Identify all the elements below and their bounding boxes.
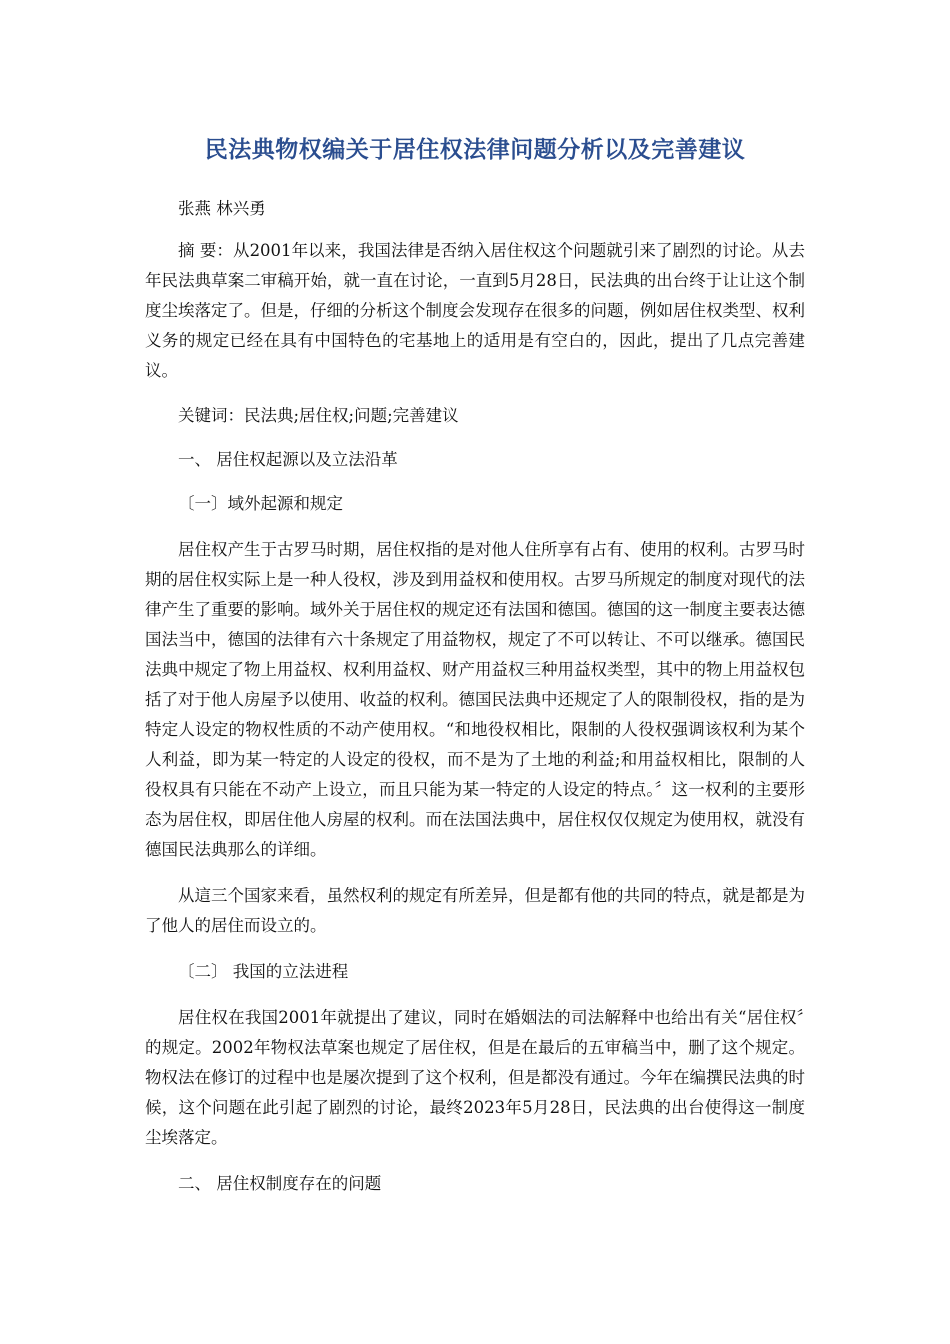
keywords-label: 关键词： (178, 406, 244, 425)
section-heading-2: 二、 居住权制度存在的问题 (178, 1174, 382, 1193)
section-heading-1: 一、 居住权起源以及立法沿革 (178, 450, 398, 469)
subsection-heading-1-1: 〔一〕域外起源和规定 (178, 494, 343, 513)
subsection-heading-1-2: 〔二〕 我国的立法进程 (178, 962, 349, 981)
keywords (145, 401, 805, 431)
abstract-text: 从2001年以来，我国法律是否纳入居住权这个问题就引来了剧烈的讨论。从去年民法典草案二审稿开始，就一直在讨论，一直到5月28日，民法典的出台终于让让这个制度尘埃落定了。但是，仔细的分析这个制度会发现存在很多的问题，例如居住权类型、权利义务的规定已经在具有中国特色的宅基地上的适用是有空白的，因此，提出了几点完善建议。 (145, 241, 805, 380)
paragraph: 居住权产生于古罗马时期，居住权指的是对他人住所享有占有、使用的权利。古罗马时期的居住权实际上是一种人役权，涉及到用益权和使用权。古罗马所规定的制度对现代的法律产生了重要的影响。域外关于居住权的规定还有法国和德国。德国的这一制度主要表达德国法当中，德国的法律有六十条规定了用益物权，规定了不可以转让、不可以继承。德国民法典中规定了物上用益权、权利用益权、财产用益权三种用益权类型，其中的物上用益权包括了对于他人房屋予以使用、收益的权利。德国民法典中还规定了人的限制役权，指的是为特定人设定的物权性质的不动产使用权。“和地役权相比，限制的人役权强调该权利为某个人利益，即为某一特定的人设定的役权，而不是为了土地的利益;和用益权相比，限制的人役权具有只能在不动产上设立，而且只能为某一特定的人设定的特点。〞这一权利的主要形态为居住权，即居住他人房屋的权利。而在法国法典中，居住权仅仅规定为使用权，就没有德国民法典那么的详细。 (145, 540, 805, 859)
keywords-text: 民法典;居住权;问题;完善建议 (244, 406, 459, 425)
abstract (145, 236, 805, 386)
document-page (145, 128, 805, 1213)
paragraph: 居住权在我国2001年就提出了建议，同时在婚姻法的司法解释中也给出有关“居住权〞的规定。2002年物权法草案也规定了居住权，但是在最后的五审稿当中，删了这个规定。物权法在修订的过程中也是屡次提到了这个权利，但是都没有通过。今年在编撰民法典的时候，这个问题在此引起了剧烈的讨论，最终2023年5月28日，民法典的出台使得这一制度尘埃落定。 (145, 1008, 805, 1147)
paragraph: 从這三个国家来看，虽然权利的规定有所差异，但是都有他的共同的特点，就是都是为了他人的居住而设立的。 (145, 886, 805, 935)
abstract-label: 摘 要： (178, 241, 233, 260)
document-title: 民法典物权编关于居住权法律问题分析以及完善建议 (204, 137, 746, 163)
authors: 张燕 林兴勇 (178, 199, 266, 218)
